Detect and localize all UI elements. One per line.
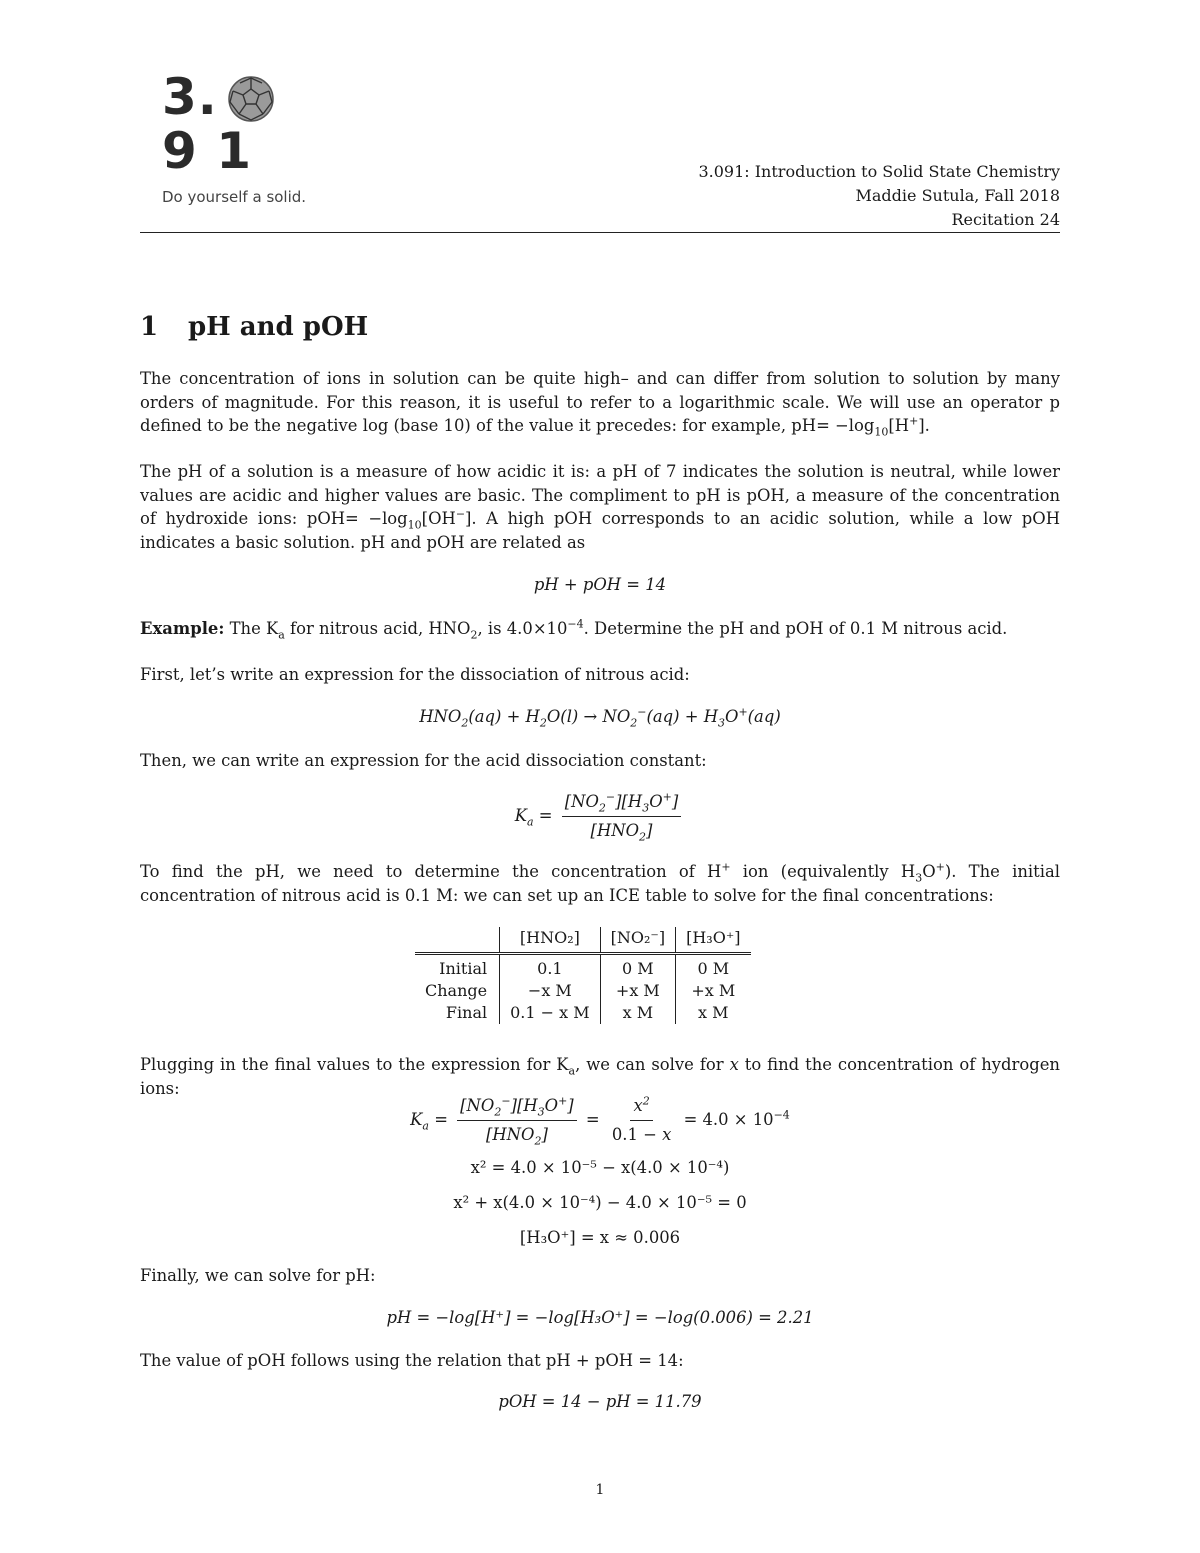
- paragraph-first: First, let’s write an expression for the dissociation of nitrous acid:: [140, 665, 690, 684]
- example-text-b: for nitrous acid, HNO: [284, 619, 471, 638]
- table-cell: 0 M: [676, 954, 751, 981]
- tofind-text-b: ion (equivalently H: [730, 862, 916, 881]
- equation-poh-result: pOH = 14 − pH = 11.79: [498, 1392, 702, 1411]
- table-row: [415, 1002, 751, 1024]
- table-cell: Change: [425, 981, 488, 1000]
- charge: +: [935, 860, 945, 874]
- table-header-cell: [NO₂⁻]: [600, 927, 675, 954]
- plug-text-c: to find the concentration of hydrogen ions:: [140, 1055, 1060, 1098]
- subscript-3: 3: [915, 871, 923, 885]
- table-cell: +x M: [676, 980, 751, 1002]
- table-cell: 0.1 − x M: [500, 1002, 601, 1024]
- tofind-text-c: O: [922, 862, 936, 881]
- table-header-cell: [415, 927, 500, 954]
- log-base: 10: [874, 425, 889, 439]
- table-cell: x M: [676, 1002, 751, 1024]
- equation-quadratic-2: x² + x(4.0 × 10⁻⁴) − 4.0 × 10⁻⁵ = 0: [453, 1193, 747, 1212]
- table-header-cell: [HNO₂]: [500, 927, 601, 954]
- equation-h3o-concentration: [H₃O⁺] = x ≈ 0.006: [519, 1228, 681, 1247]
- tofind-text-d: ). The initial concentration of nitrous acid is 0.1 M: we can set up an ICE table to solve for the final concentrations:: [140, 862, 1060, 905]
- log-base: 10: [407, 518, 422, 532]
- ka-exponent: −4: [773, 1108, 790, 1122]
- section-number: 1: [140, 312, 159, 342]
- ka-value: = 4.0 × 10: [683, 1110, 774, 1129]
- table-row: [415, 980, 751, 1002]
- logo-line2: 9 1: [162, 122, 252, 180]
- author-line: Maddie Sutula, Fall 2018: [855, 186, 1060, 205]
- section-title: pH and pOH: [188, 312, 369, 342]
- paragraph-intro: [140, 367, 1060, 438]
- recitation-line: Recitation 24: [951, 210, 1060, 229]
- x-fraction: $\frac{x^2}{0.1 - x}$: [611, 1094, 672, 1144]
- table-cell: 0.1: [500, 954, 601, 981]
- paragraph-plugging: [140, 1053, 1060, 1100]
- logo-line1: [162, 68, 306, 126]
- variable-x: x: [729, 1055, 739, 1074]
- example-text-a: The K: [224, 619, 279, 638]
- ph-text-b: [OH: [421, 509, 456, 528]
- plug-text-b: , we can solve for: [575, 1055, 730, 1074]
- exponent: −4: [567, 617, 584, 631]
- intro-close: ].: [918, 416, 930, 435]
- example-statement: [140, 617, 1060, 641]
- logo-number-3: 3.: [162, 68, 218, 126]
- table-cell: 0 M: [600, 954, 675, 981]
- table-cell: Initial: [439, 959, 488, 978]
- course-title: 3.091: Introduction to Solid State Chemistry: [698, 162, 1060, 181]
- equation-ka-solved: $K_a$ = $\frac{[NO_2^-][H_3O^+]}{[HNO_2]}$ = $\frac{x^2}{0.1 - x}$ = $4.0 \times 10^{-4}$: [410, 1094, 790, 1148]
- ph-text-c: ]. A high pOH corresponds to an acidic solution, while a low pOH indicates a basic solution. pH and pOH are related as: [140, 509, 1060, 552]
- paragraph-then: Then, we can write an expression for the acid dissociation constant:: [140, 751, 707, 770]
- ka-fraction: $\frac{[NO_2^-][H_3O^+]}{[HNO_2]}$: [562, 790, 682, 843]
- charge: −: [455, 507, 466, 521]
- paragraph-to-find: [140, 860, 1060, 907]
- plug-text-a: Plugging in the final values to the expression for K: [140, 1055, 569, 1074]
- equation-ph-result: pH = −log[H⁺] = −log[H₃O⁺] = −log(0.006) = 2.21: [386, 1308, 814, 1327]
- ph-text-a: The pH of a solution is a measure of how acidic it is: a pH of 7 indicates the solution is neutral, while lower values are acidic and higher values are basic. The compliment to pH is pOH, a measure of the concentration of hydroxide ions: pOH= −log: [140, 462, 1060, 528]
- charge: +: [909, 414, 919, 428]
- subscript-a: a: [278, 628, 285, 642]
- table-cell: Final: [445, 1003, 488, 1022]
- section-heading: [140, 312, 368, 342]
- equation-dissociation: $HNO_2(aq) + H_2O(l) \to NO_2^-(aq) + H_3O^+(aq)$: [419, 705, 781, 730]
- paragraph-finally: Finally, we can solve for pH:: [140, 1266, 376, 1285]
- equation-ka: $K_a$ = $\frac{[NO_2^-][H_3O^+]}{[HNO_2]}$: [140, 790, 1060, 843]
- subscript-a: a: [568, 1064, 576, 1078]
- equation-ph-poh-sum: pH + pOH = 14: [533, 575, 667, 594]
- logo-tagline: Do yourself a solid.: [162, 188, 307, 206]
- page-number: 1: [595, 1482, 605, 1498]
- intro-text: The concentration of ions in solution can be quite high– and can differ from solution to solution by many orders of magnitude. For this reason, it is useful to refer to a logarithmic scale. We will use an operator p defined to be the negative log (base 10) of the value it precedes: for example, pH= −log: [140, 369, 1060, 435]
- table-header-row: [415, 927, 751, 954]
- ice-table-wrap: [415, 927, 751, 1024]
- table-cell: x M: [600, 1002, 675, 1024]
- header-rule: [140, 232, 1060, 233]
- equation-quadratic-1: x² = 4.0 × 10⁻⁵ − x(4.0 × 10⁻⁴): [470, 1158, 730, 1177]
- table-header-cell: [H₃O⁺]: [676, 927, 751, 954]
- course-logo: [162, 68, 307, 206]
- example-text-c: , is 4.0×10: [477, 619, 568, 638]
- tofind-text-a: To find the pH, we need to determine the concentration of H: [140, 862, 722, 881]
- subscript-2: 2: [470, 628, 478, 642]
- paragraph-poh: The value of pOH follows using the relation that pH + pOH = 14:: [140, 1351, 684, 1370]
- table-cell: −x M: [500, 980, 601, 1002]
- table-cell: +x M: [600, 980, 675, 1002]
- table-row: [415, 954, 751, 981]
- ka-fraction: $\frac{[NO_2^-][H_3O^+]}{[HNO_2]}$: [457, 1094, 577, 1147]
- intro-bracket: [H: [888, 416, 910, 435]
- paragraph-ph-definition: [140, 460, 1060, 554]
- buckyball-icon: [226, 74, 276, 124]
- charge: +: [721, 860, 731, 874]
- example-text-d: . Determine the pH and pOH of 0.1 M nitrous acid.: [583, 619, 1008, 638]
- example-label: Example:: [140, 619, 225, 638]
- ice-table: [415, 927, 751, 1024]
